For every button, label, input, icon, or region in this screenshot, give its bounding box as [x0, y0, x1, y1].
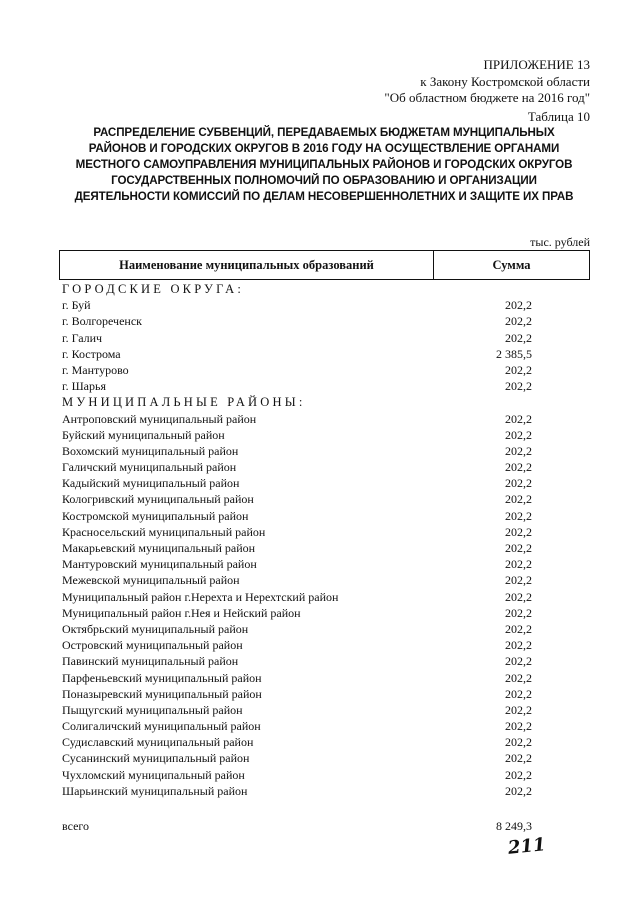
sum-value: 202,2	[505, 670, 532, 685]
sum-value: 202,2	[505, 411, 532, 426]
sum-value: 202,2	[505, 573, 532, 588]
table-row	[62, 524, 532, 540]
table-number: Таблица 10	[527, 109, 590, 124]
sum-value: 202,2	[505, 654, 532, 669]
municipality-name: Чухломский муниципальный район	[62, 767, 245, 782]
table-row	[62, 605, 532, 621]
table-row	[62, 330, 532, 346]
table-row	[62, 767, 532, 783]
total-label: всего	[62, 819, 90, 833]
municipality-name: Буйский муниципальный район	[62, 427, 225, 442]
sum-value: 202,2	[505, 686, 532, 701]
sum-value: 202,2	[505, 298, 532, 313]
column-header-sum: Сумма	[492, 257, 531, 272]
section-label: МУНИЦИПАЛЬНЫЕ РАЙОНЫ:	[62, 395, 306, 410]
sum-value: 202,2	[505, 735, 532, 750]
table-row	[62, 540, 532, 556]
table-row	[62, 686, 532, 702]
table-header	[59, 250, 590, 280]
appendix-label: ПРИЛОЖЕНИЕ 13	[483, 57, 590, 72]
sum-value: 202,2	[505, 767, 532, 782]
sum-value: 202,2	[505, 621, 532, 636]
table-row	[62, 621, 532, 637]
sum-value: 202,2	[505, 427, 532, 442]
municipality-name: Муниципальный район г.Нея и Нейский район	[62, 605, 301, 620]
table-row	[62, 734, 532, 750]
law-reference: к Закону Костромской области	[420, 74, 590, 89]
column-header-name: Наименование муниципальных образований	[60, 251, 434, 279]
sum-value: 202,2	[505, 557, 532, 572]
municipality-name: Макарьевский муниципальный район	[62, 541, 256, 555]
municipality-name: Октябрьский муниципальный район	[62, 621, 249, 636]
municipality-name: Шарьинский муниципальный район	[62, 783, 248, 798]
title-line: РАЙОНОВ И ГОРОДСКИХ ОКРУГОВ В 2016 ГОДУ НА ОСУЩЕСТВЛЕНИЕ ОРГАНАМИ	[88, 142, 560, 155]
sum-value: 202,2	[505, 524, 532, 539]
section-heading	[62, 394, 532, 410]
municipality-name: г. Волгореченск	[62, 314, 142, 329]
table-row	[62, 378, 532, 394]
municipality-name: Кадыйский муниципальный район	[62, 476, 240, 491]
table-row	[62, 313, 532, 329]
sum-value: 202,2	[505, 330, 532, 345]
table-row	[62, 443, 532, 459]
sum-value: 202,2	[505, 443, 532, 458]
section-heading	[62, 281, 532, 297]
municipality-name: Антроповский муниципальный район	[62, 411, 257, 426]
table-row	[62, 459, 532, 475]
table-row	[62, 670, 532, 686]
municipality-name: Вохомский муниципальный район	[62, 443, 239, 458]
title-line: РАСПРЕДЕЛЕНИЕ СУБВЕНЦИЙ, ПЕРЕДАВАЕМЫХ БЮДЖЕТАМ МУНЦИПАЛЬНЫХ	[93, 126, 555, 139]
table-row	[62, 297, 532, 313]
title-line: ДЕЯТЕЛЬНОСТИ КОМИССИЙ ПО ДЕЛАМ НЕСОВЕРШЕННОЛЕТНИХ И ЗАЩИТЕ ИХ ПРАВ	[74, 190, 574, 203]
sum-value: 202,2	[505, 541, 532, 555]
total-value: 8 249,3	[496, 819, 532, 833]
sum-value: 202,2	[505, 702, 532, 717]
table-row	[62, 508, 532, 524]
municipality-name: Парфеньевский муниципальный район	[62, 670, 262, 685]
table-row	[62, 653, 532, 669]
table-row	[62, 427, 532, 443]
municipality-name: Мантуровский муниципальный район	[62, 557, 257, 572]
sum-value: 202,2	[505, 492, 532, 507]
sum-value: 202,2	[505, 460, 532, 475]
municipality-name: Поназыревский муниципальный район	[62, 686, 262, 701]
units-label: тыс. рублей	[530, 235, 590, 249]
municipality-name: Красносельский муниципальный район	[62, 524, 266, 539]
sum-value: 2 385,5	[496, 346, 532, 361]
table-row	[62, 783, 532, 799]
table-row	[62, 589, 532, 605]
title-line: МЕСТНОГО САМОУПРАВЛЕНИЯ МУНИЦИПАЛЬНЫХ РАЙОНОВ И ГОРОДСКИХ ОКРУГОВ	[75, 158, 573, 171]
document-title	[54, 125, 594, 205]
sum-value: 202,2	[505, 589, 532, 604]
municipality-name: Муниципальный район г.Нерехта и Нерехтский район	[62, 589, 339, 604]
municipality-name: Судиславский муниципальный район	[62, 735, 254, 750]
table-row	[62, 637, 532, 653]
sum-value: 202,2	[505, 638, 532, 653]
sum-value: 202,2	[505, 379, 532, 394]
table-row	[62, 572, 532, 588]
table-row	[62, 362, 532, 378]
municipality-name: Кологривский муниципальный район	[62, 492, 254, 507]
table-row	[62, 491, 532, 507]
municipality-name: г. Шарья	[62, 379, 106, 394]
municipality-name: Пыщугский муниципальный район	[62, 702, 243, 717]
budget-reference: "Об областном бюджете на 2016 год"	[384, 90, 590, 105]
table-row	[62, 718, 532, 734]
table-row	[62, 475, 532, 491]
table-row	[62, 411, 532, 427]
municipality-name: г. Кострома	[62, 346, 121, 361]
title-line: ГОСУДАРСТВЕННЫХ ПОЛНОМОЧИЙ ПО ОБРАЗОВАНИЮ И ОРГАНИЗАЦИИ	[111, 174, 537, 187]
sum-value: 202,2	[505, 362, 532, 377]
section-label: ГОРОДСКИЕ ОКРУГА:	[62, 282, 245, 296]
table-row	[62, 750, 532, 766]
municipality-name: Галичский муниципальный район	[62, 460, 237, 475]
table-row	[62, 346, 532, 362]
total-row	[62, 818, 532, 834]
sum-value: 202,2	[505, 314, 532, 329]
sum-value: 202,2	[505, 751, 532, 766]
table-body	[62, 281, 532, 799]
sum-value: 202,2	[505, 508, 532, 523]
table-row	[62, 702, 532, 718]
municipality-name: Солигаличский муниципальный район	[62, 719, 261, 734]
municipality-name: Павинский муниципальный район	[62, 654, 239, 669]
sum-value: 202,2	[505, 476, 532, 491]
municipality-name: Островский муниципальный район	[62, 638, 243, 653]
municipality-name: Сусанинский муниципальный район	[62, 751, 250, 766]
table-row	[62, 556, 532, 572]
municipality-name: Межевской муниципальный район	[62, 573, 240, 588]
municipality-name: г. Мантурово	[62, 362, 129, 377]
sum-value: 202,2	[505, 605, 532, 620]
sum-value: 202,2	[505, 719, 532, 734]
municipality-name: г. Буй	[62, 298, 91, 313]
handwritten-page-number: 211	[507, 834, 547, 859]
municipality-name: г. Галич	[62, 330, 103, 345]
municipality-name: Костромской муниципальный район	[62, 508, 249, 523]
sum-value: 202,2	[505, 783, 532, 798]
